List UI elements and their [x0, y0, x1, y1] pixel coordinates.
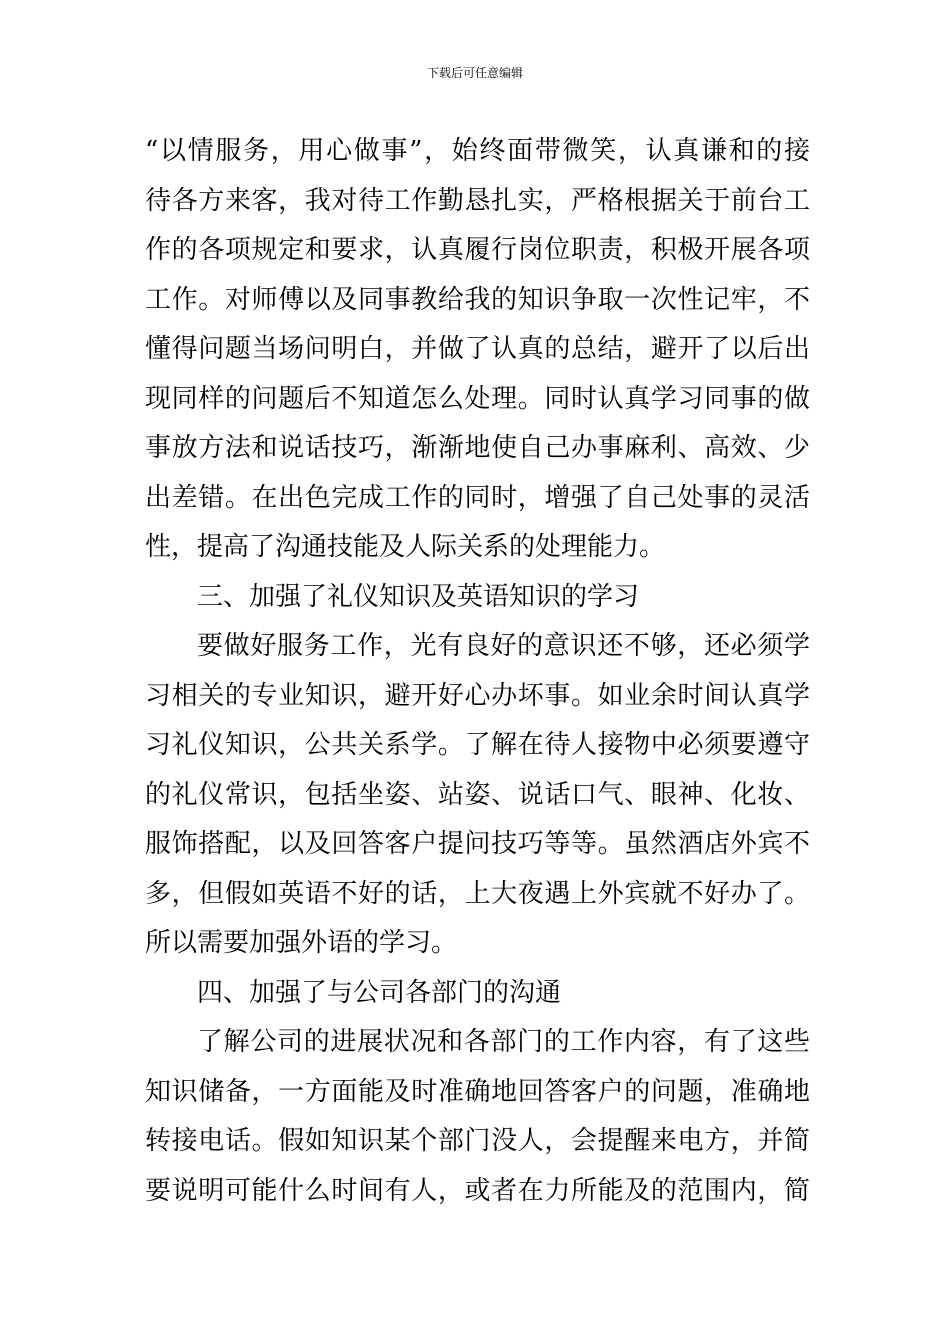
body-text-line: 所以需要加强外语的学习。 [145, 928, 458, 958]
body-text-line: 多，但假如英语不好的话，上大夜遇上外宾就不好办了。 [145, 879, 810, 909]
body-text-line: 服饰搭配，以及回答客户提问技巧等等。虽然酒店外宾不 [145, 829, 810, 859]
body-text-line: 习相关的专业知识，避开好心办坏事。如业余时间认真学 [145, 681, 810, 711]
body-text-line: “以情服务，用心做事”，始终面带微笑，认真谦和的接 [145, 136, 810, 166]
body-text-line: 了解公司的进展状况和各部门的工作内容，有了这些 [197, 1027, 810, 1057]
body-text-line: 待各方来客，我对待工作勤恳扎实，严格根据关于前台工 [145, 186, 810, 216]
section-heading: 三、加强了礼仪知识及英语知识的学习 [197, 582, 640, 612]
body-text-line: 性，提高了沟通技能及人际关系的处理能力。 [145, 532, 666, 562]
body-text-line: 要做好服务工作，光有良好的意识还不够，还必须学 [197, 631, 810, 661]
body-text-line: 习礼仪知识，公共关系学。了解在待人接物中必须要遵守 [145, 730, 810, 760]
body-text-line: 作的各项规定和要求，认真履行岗位职责，积极开展各项 [145, 235, 810, 265]
body-text-line: 的礼仪常识，包括坐姿、站姿、说话口气、眼神、化妆、 [145, 780, 810, 810]
body-text-line: 事放方法和说话技巧，渐渐地使自己办事麻利、高效、少 [145, 433, 810, 463]
page-header: 下载后可任意编辑 [426, 66, 523, 80]
section-heading: 四、加强了与公司各部门的沟通 [197, 978, 562, 1008]
body-text-line: 转接电话。假如知识某个部门没人，会提醒来电方，并简 [145, 1126, 810, 1156]
body-text-line: 懂得问题当场问明白，并做了认真的总结，避开了以后出 [145, 334, 810, 364]
body-text-line: 要说明可能什么时间有人，或者在力所能及的范围内，简 [145, 1176, 810, 1206]
body-text-line: 知识储备，一方面能及时准确地回答客户的问题，准确地 [145, 1077, 810, 1107]
body-text-line: 工作。对师傅以及同事教给我的知识争取一次性记牢，不 [145, 285, 810, 315]
body-text-line: 出差错。在出色完成工作的同时，增强了自己处事的灵活 [145, 483, 810, 513]
body-text-line: 现同样的问题后不知道怎么处理。同时认真学习同事的做 [145, 384, 810, 414]
